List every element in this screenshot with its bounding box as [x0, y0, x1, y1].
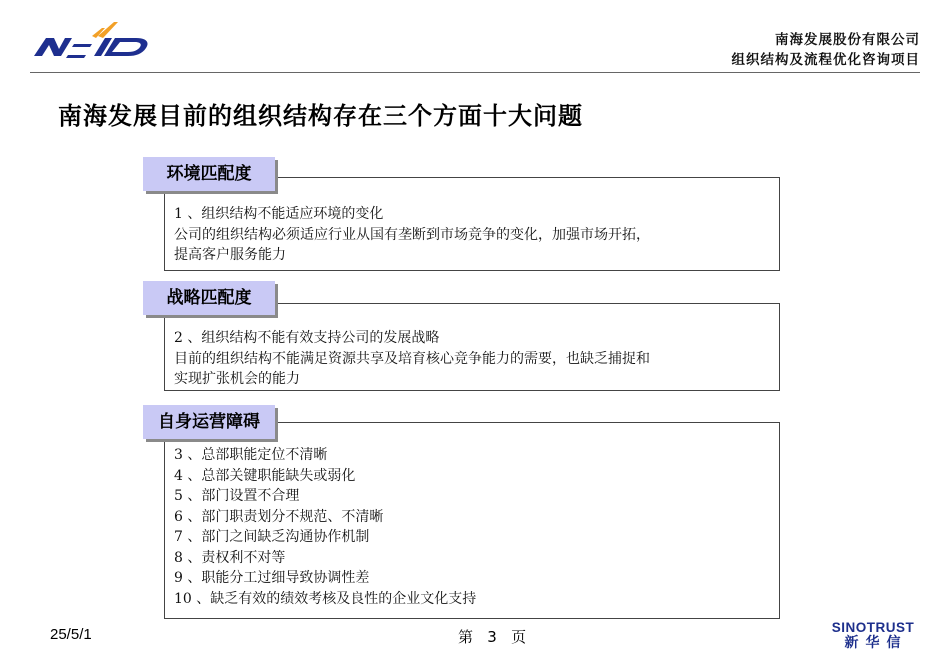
header-company: [732, 30, 921, 70]
logo-mark: [34, 38, 148, 58]
list-item: 5 、部门设置不合理: [174, 488, 300, 504]
list-item: 3 、总部职能定位不清晰: [174, 447, 328, 463]
project-name: 组织结构及流程优化咨询项目: [731, 52, 920, 68]
section-text-operations: [174, 445, 476, 609]
list-item: 6 、部门职责划分不规范、不清晰: [174, 508, 384, 525]
text-line: 目前的组织结构不能满足资源共享及培育核心竞争能力的需要，也缺乏捕捉和: [174, 350, 650, 367]
section-box-environment: [164, 177, 780, 271]
page-number: 第 3 页: [458, 628, 527, 646]
list-item: 4 、总部关键职能缺失或弱化: [174, 467, 356, 484]
sinotrust-logo: [830, 620, 916, 652]
list-item: 8 、责权利不对等: [174, 549, 286, 566]
header-divider: [30, 72, 920, 73]
brand-name-en: SINOTRUST: [831, 620, 915, 635]
section-box-strategy: [164, 303, 780, 391]
list-item: 9 、职能分工过细导致协调性差: [174, 570, 370, 586]
section-text-strategy: [174, 328, 650, 390]
list-item: 7 、部门之间缺乏沟通协作机制: [174, 529, 370, 545]
text-line: 公司的组织结构必须适应行业从国有垄断到市场竞争的变化，加强市场开拓，: [174, 226, 650, 243]
section-tag-environment: 环境匹配度: [143, 157, 275, 191]
text-line: 1 、组织结构不能适应环境的变化: [174, 206, 384, 222]
company-name: 南海发展股份有限公司: [775, 32, 920, 48]
brand-name-cn: 新华信: [844, 635, 908, 651]
section-text-environment: [174, 204, 650, 266]
text-line: 2 、组织结构不能有效支持公司的发展战略: [174, 330, 440, 346]
footer-date: 25/5/1: [50, 626, 92, 643]
section-tag-operations: 自身运营障碍: [143, 405, 275, 439]
text-line: 实现扩张机会的能力: [174, 371, 300, 387]
section-box-operations: [164, 422, 780, 619]
text-line: 提高客户服务能力: [174, 247, 286, 263]
page-title: 南海发展目前的组织结构存在三个方面十大问题: [58, 102, 583, 130]
nhd-logo: [32, 22, 154, 60]
section-tag-strategy: 战略匹配度: [143, 281, 275, 315]
list-item: 10 、缺乏有效的绩效考核及良性的企业文化支持: [174, 590, 477, 607]
